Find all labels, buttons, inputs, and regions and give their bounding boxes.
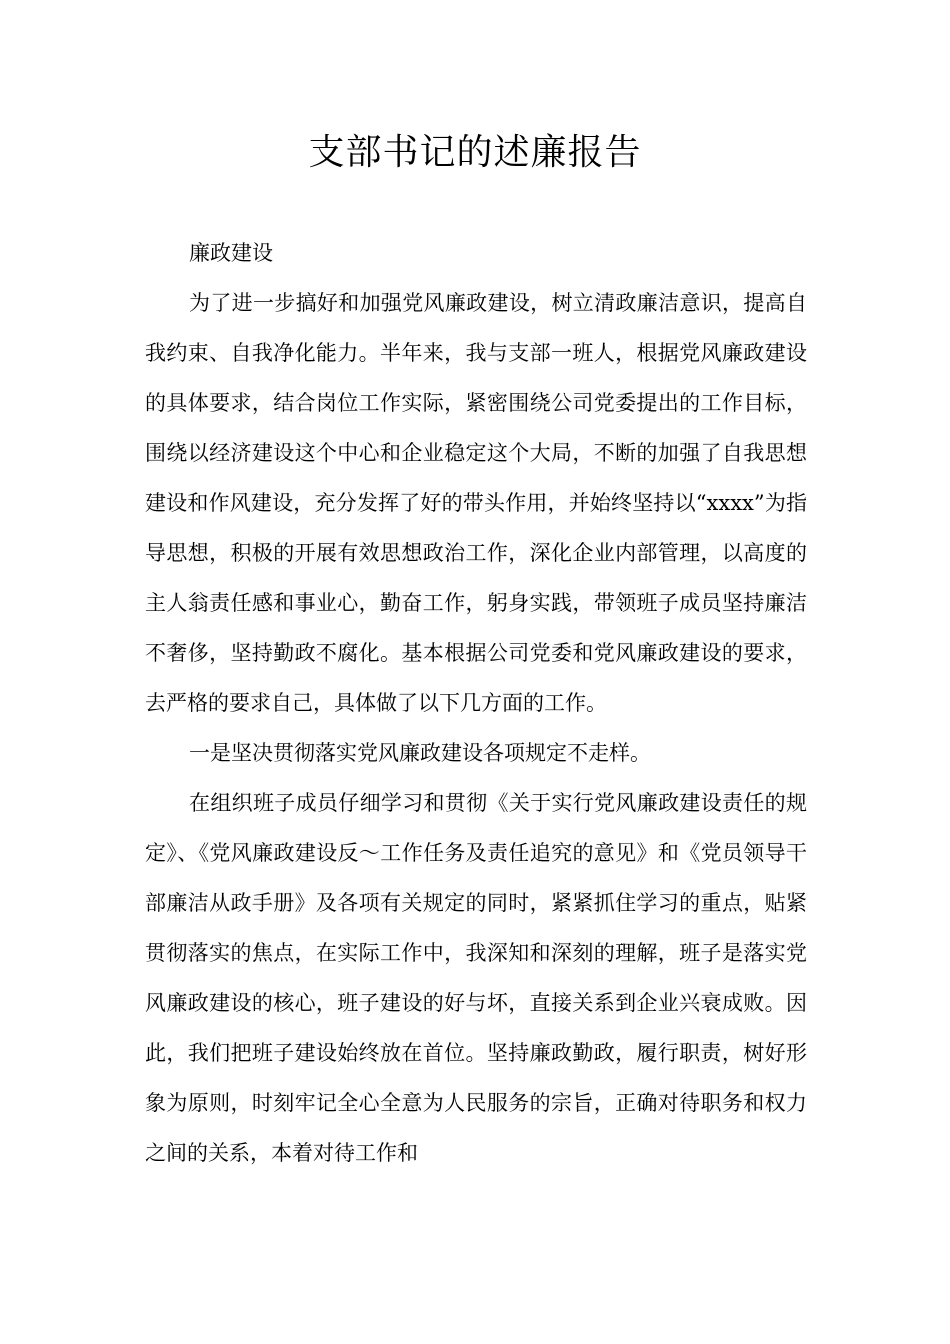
body-paragraph: 在组织班子成员仔细学习和贯彻《关于实行党风廉政建设责任的规定》、《党风廉政建设反～工作任务及责任追究的意见》和《党员领导干部廉洁从政手册》及各项有关规定的同时，紧紧抓住学习的重点，贴紧贯彻落实的焦点，在实际工作中，我深知和深刻的理解，班子是落实党风廉政建设的核心，班子建设的好与坏，直接关系到企业兴衰成败。因此，我们把班子建设始终放在首位。坚持廉政勤政，履行职责，树好形象为原则，时刻牢记全心全意为人民服务的宗旨，正确对待职务和权力之间的关系，本着对待工作和 <box>145 791 807 1165</box>
section-heading: 廉政建设 <box>189 241 273 265</box>
subsection-heading: 一是坚决贯彻落实党风廉政建设各项规定不走样。 <box>189 741 651 765</box>
document-title: 支部书记的述廉报告 <box>308 132 642 173</box>
body-paragraph: 为了进一步搞好和加强党风廉政建设，树立清政廉洁意识，提高自我约束、自我净化能力。半年来，我与支部一班人，根据党风廉政建设的具体要求，结合岗位工作实际，紧密围绕公司党委提出的工作目标，围绕以经济建设这个中心和企业稳定这个大局，不断的加强了自我思想建设和作风建设，充分发挥了好的带头作用，并始终坚持以“xxxx”为指导思想，积极的开展有效思想政治工作，深化企业内部管理，以高度的主人翁责任感和事业心，勤奋工作，躬身实践，带领班子成员坚持廉洁不奢侈，坚持勤政不腐化。基本根据公司党委和党风廉政建设的要求，去严格的要求自己，具体做了以下几方面的工作。 <box>145 291 807 715</box>
document-body <box>145 228 807 1178</box>
